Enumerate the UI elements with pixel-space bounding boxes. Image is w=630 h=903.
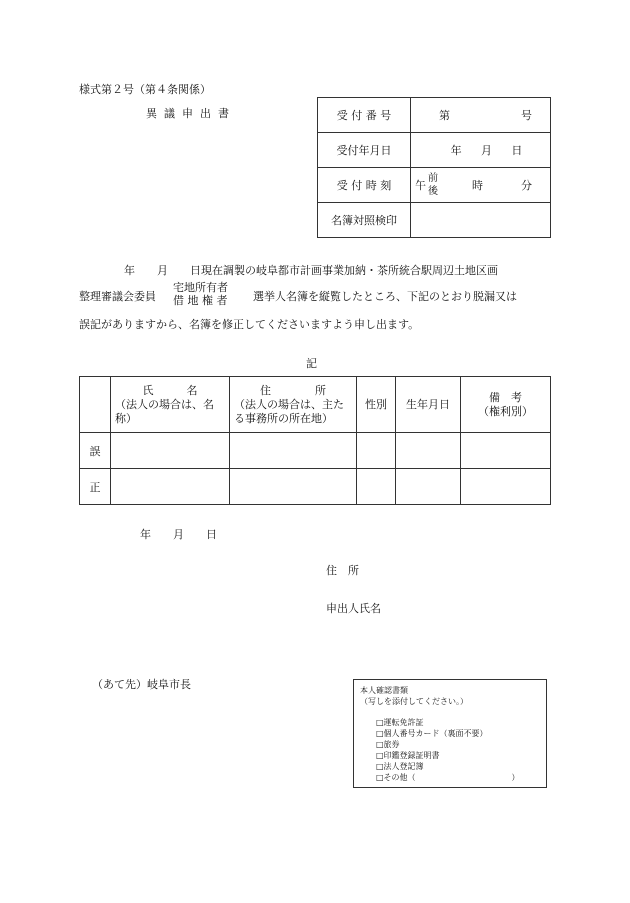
receipt-row-date <box>318 133 551 168</box>
address-label: 住 所 <box>326 564 359 577</box>
receipt-date-value <box>411 133 551 168</box>
addressee: （あて先）岐阜市長 <box>92 678 191 691</box>
owner-label: 宅地所有者 <box>173 281 228 294</box>
id-item-seal-cert[interactable]: □印鑑登録証明書 <box>376 751 440 760</box>
body-line-3: 誤記がありますから、名簿を修正してくださいますよう申し出ます。 <box>79 318 420 331</box>
row-label-error: 誤 <box>80 433 111 469</box>
receipt-time-go: 午 <box>415 179 426 192</box>
correct-name-cell[interactable] <box>111 469 230 505</box>
submission-date: 年 月 日 <box>140 528 217 541</box>
header-birthdate: 生年月日 <box>396 377 461 433</box>
error-remarks-cell[interactable] <box>461 433 551 469</box>
corner-cell <box>80 377 111 433</box>
receipt-date-month: 月 <box>480 144 492 157</box>
id-item-passport[interactable]: □旅券 <box>376 740 400 749</box>
document-title: 異議申出書 <box>146 107 236 120</box>
receipt-row-seal <box>318 203 551 238</box>
correct-address-cell[interactable] <box>230 469 357 505</box>
receipt-number-go: 号 <box>521 109 532 122</box>
receipt-date-year: 年 <box>450 144 462 157</box>
error-sex-cell[interactable] <box>357 433 396 469</box>
ki-heading: 記 <box>306 357 317 370</box>
id-item-license[interactable]: □運転免許証 <box>376 718 424 727</box>
receipt-time-value <box>411 168 551 203</box>
lessee-label: 借 地 権 者 <box>173 294 228 307</box>
receipt-time-label: 受 付 時 刻 <box>318 168 411 203</box>
id-item-mynumber[interactable]: □個人番号カード（裏面不要） <box>376 729 488 738</box>
receipt-row-number <box>318 98 551 133</box>
receipt-row-time <box>318 168 551 203</box>
error-birthdate-cell[interactable] <box>396 433 461 469</box>
table-header-row <box>80 377 551 433</box>
receipt-number-dai: 第 <box>439 109 450 122</box>
correct-sex-cell[interactable] <box>357 469 396 505</box>
receipt-time-minute: 分 <box>521 179 532 192</box>
ampm-stack <box>428 172 438 198</box>
receipt-number-label: 受 付 番 号 <box>318 98 411 133</box>
header-address <box>230 377 357 433</box>
header-name-sub: （法人の場合は、名称） <box>115 397 214 425</box>
body-line-2 <box>79 282 551 306</box>
receipt-number-value <box>411 98 551 133</box>
header-remarks-title: 備 考 <box>489 390 522 404</box>
header-remarks <box>461 377 551 433</box>
body-line2-post: 選挙人名簿を縦覧したところ、下記のとおり脱漏又は <box>253 290 517 303</box>
error-address-cell[interactable] <box>230 433 357 469</box>
row-label-correct: 正 <box>80 469 111 505</box>
form-number: 様式第２号（第４条関係） <box>79 83 211 96</box>
header-remarks-sub: （権利別） <box>478 404 533 418</box>
header-address-sub: （法人の場合は、主たる事務所の所在地） <box>234 397 344 425</box>
table-row-correct <box>80 469 551 505</box>
id-documents-box <box>353 679 547 788</box>
header-name-title: 氏 名 <box>142 383 198 397</box>
am-label: 前 <box>428 173 438 184</box>
header-address-title: 住 所 <box>260 383 326 397</box>
body-line-1: 年 月 日現在調製の岐阜都市計画事業加納・茶所統合駅周辺土地区画 <box>124 264 498 277</box>
id-item-corp-registry[interactable]: □法人登記簿 <box>376 762 424 771</box>
receipt-date-day: 日 <box>511 144 523 157</box>
error-name-cell[interactable] <box>111 433 230 469</box>
id-item-other[interactable]: □その他（ ） <box>376 773 520 782</box>
receipt-time-hour: 時 <box>472 179 483 192</box>
header-sex: 性別 <box>357 377 396 433</box>
id-box-subtitle: （写しを添付してください。） <box>360 697 468 706</box>
receipt-date-label: 受付年月日 <box>318 133 411 168</box>
id-box-title: 本人確認書類 <box>360 686 408 695</box>
correct-birthdate-cell[interactable] <box>396 469 461 505</box>
owner-lessee-stack <box>173 281 228 307</box>
applicant-name-label: 申出人氏名 <box>326 602 381 615</box>
pm-label: 後 <box>428 186 438 197</box>
body-line2-pre: 整理審議会委員 <box>79 290 156 303</box>
correct-remarks-cell[interactable] <box>461 469 551 505</box>
receipt-seal-label: 名簿対照検印 <box>318 203 411 238</box>
header-name <box>111 377 230 433</box>
table-row-error <box>80 433 551 469</box>
correction-table <box>79 376 551 505</box>
receipt-seal-value[interactable] <box>411 203 551 238</box>
receipt-table <box>317 97 551 238</box>
